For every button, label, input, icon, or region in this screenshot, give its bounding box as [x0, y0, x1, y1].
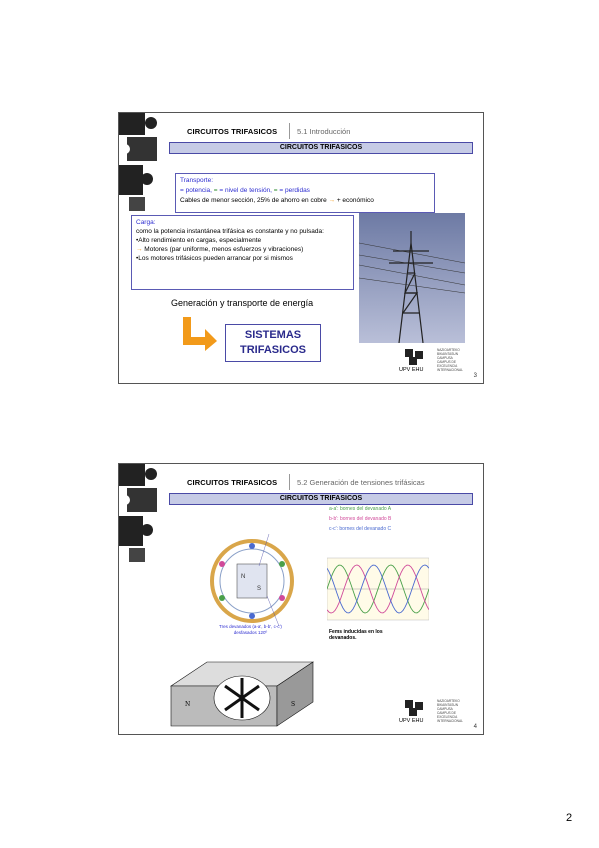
- carga-box: [131, 215, 354, 290]
- puzzle-decoration-icon: [119, 464, 169, 564]
- power-tower-photo: [359, 213, 465, 343]
- arrow-icon: →: [136, 246, 143, 253]
- windings-legend: [329, 504, 391, 534]
- header-title: CIRCUITOS TRIFASICOS: [187, 478, 278, 487]
- slide-title-bar: CIRCUITOS TRIFASICOS: [169, 493, 473, 505]
- generation-text: Generación y transporte de energía: [171, 298, 314, 308]
- slide-title-bar: CIRCUITOS TRIFASICOS: [169, 142, 473, 154]
- svg-text:N: N: [241, 574, 246, 580]
- puzzle-decoration-icon: [119, 113, 169, 213]
- slide-page-number: 4: [473, 724, 477, 730]
- carga-line-4: •Los motores trifásicos pueden arrancar por si mismos: [136, 255, 293, 262]
- legend-winding-b: b-b': bornes del devanado B: [329, 516, 392, 522]
- header-divider: [289, 123, 290, 139]
- svg-text:N: N: [185, 701, 191, 708]
- slide-4: [118, 463, 484, 735]
- legend-winding-c: c-c': bornes del devanado C: [329, 526, 392, 532]
- header-divider: [289, 474, 290, 490]
- header-subtitle: 5.2 Generación de tensiones trifásicas: [297, 478, 425, 487]
- carga-heading: Carga:: [136, 219, 156, 226]
- header-title: CIRCUITOS TRIFASICOS: [187, 127, 278, 136]
- campus-excelencia-text: NAZIOARTEKO BIKAINTASUN CAMPUSA CAMPUS DE EXCELENCIA INTERNACIONAL: [437, 699, 463, 723]
- document-page-number: 2: [566, 812, 573, 824]
- windings-caption: Tres devanados (a-a', b-b', c-c') desfasados 120º: [219, 624, 282, 635]
- legend-winding-a: a-a': bornes del devanado A: [329, 506, 392, 512]
- generator-cross-section-diagram: [197, 526, 307, 636]
- campus-excelencia-text: NAZIOARTEKO BIKAINTASUN CAMPUSA CAMPUS DE EXCELENCIA INTERNACIONAL: [437, 348, 463, 372]
- carga-line-3: → Motores (par uniforme, menos esfuerzos y vibraciones): [136, 246, 304, 253]
- stator-rotor-3d-diagram: [167, 656, 317, 732]
- transport-line-1: = potencia, = = nivel de tensión, = = perdidas: [180, 187, 310, 194]
- carga-line-2: •Alto rendimiento en cargas, especialmente: [136, 237, 262, 244]
- transport-heading: Transporte:: [180, 177, 213, 184]
- slide-page-number: 3: [473, 373, 477, 379]
- transport-line-2: Cables de menor sección, 25% de ahorro en cobre → + económico: [180, 197, 374, 204]
- svg-text:S: S: [291, 701, 296, 708]
- sistemas-trifasicos-box: SISTEMAS TRIFASICOS: [225, 324, 321, 362]
- carga-line-1: como la potencia instantánea trifásica es constante y no pulsada:: [136, 228, 324, 235]
- header-subtitle: 5.1 Introducción: [297, 127, 351, 136]
- upv-ehu-label: UPV EHU: [399, 367, 424, 373]
- arrow-icon: →: [328, 197, 336, 204]
- orange-arrow-icon: [179, 317, 219, 351]
- fems-caption: Fems inducidas en los devanados.: [329, 629, 383, 641]
- slide-3: [118, 112, 484, 384]
- svg-text:S: S: [257, 586, 262, 592]
- three-phase-waveform-diagram: [327, 554, 429, 624]
- upv-ehu-label: UPV EHU: [399, 718, 424, 724]
- transport-box: [175, 173, 435, 213]
